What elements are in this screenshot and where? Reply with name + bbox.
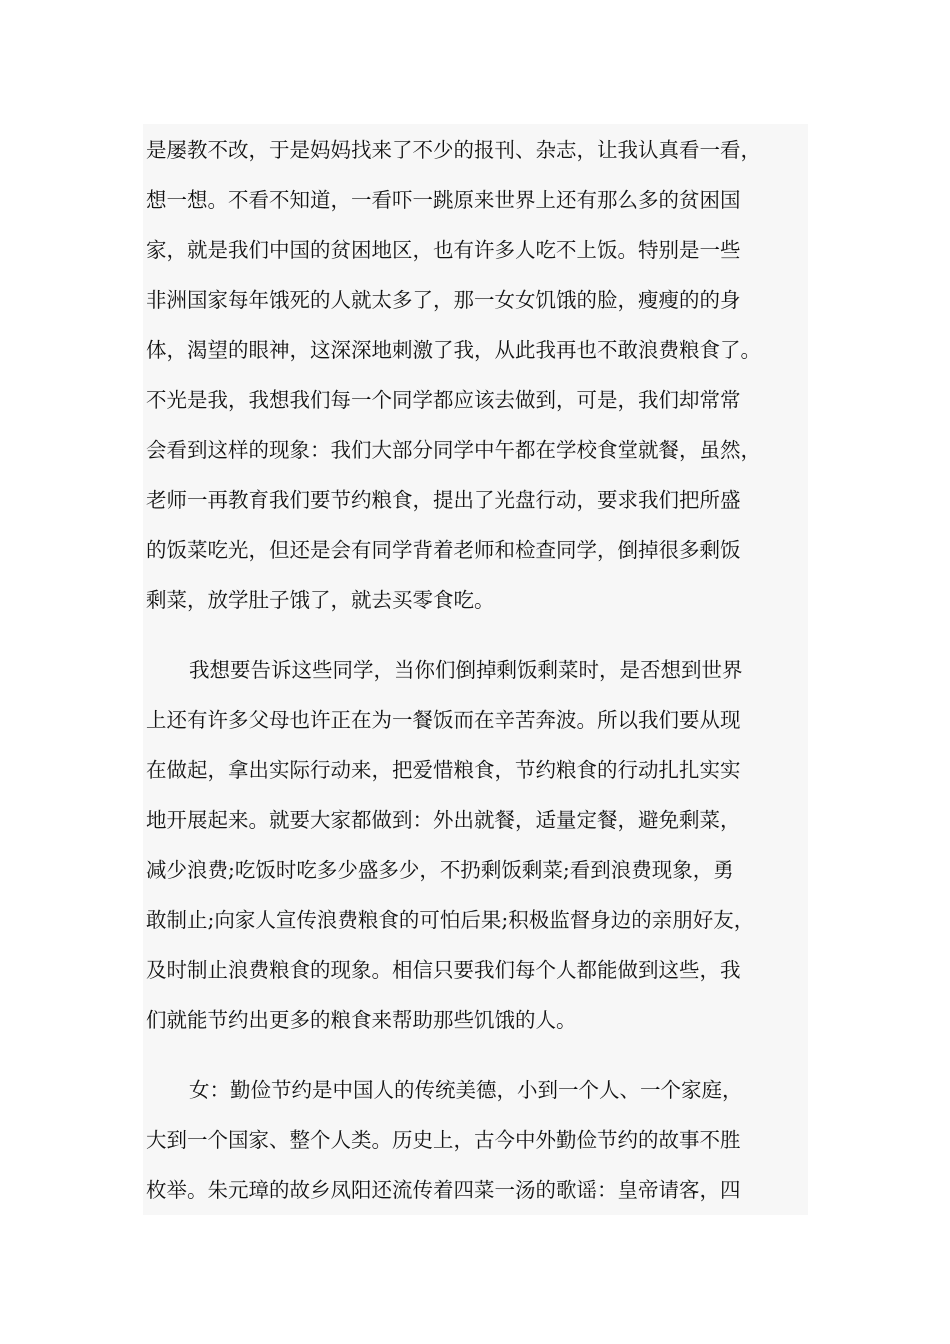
paragraph-2-line: 我想要告诉这些同学，当你们倒掉剩饭剩菜时，是否想到世界 [189,658,743,682]
paragraph-2-line: 们就能节约出更多的粮食来帮助那些饥饿的人。 [146,1008,577,1032]
paragraph-2-line: 敢制止;向家人宣传浪费粮食的可怕后果;积极监督身边的亲朋好友， [146,908,755,932]
paragraph-2-line: 减少浪费;吃饭时吃多少盛多少，不扔剩饭剩菜;看到浪费现象，勇 [146,858,734,882]
paragraph-2-line: 在做起，拿出实际行动来，把爱惜粮食，节约粮食的行动扎扎实实 [146,758,741,782]
paragraph-2-line: 及时制止浪费粮食的现象。相信只要我们每个人都能做到这些，我 [146,958,741,982]
paragraph-3-line: 枚举。朱元璋的故乡凤阳还流传着四菜一汤的歌谣：皇帝请客，四 [146,1178,741,1202]
paragraph-2-line: 地开展起来。就要大家都做到：外出就餐，适量定餐，避免剩菜， [146,808,741,832]
paragraph-1-line: 体，渴望的眼神，这深深地刺激了我，从此我再也不敢浪费粮食了。 [146,338,761,362]
paragraph-3-line: 女：勤俭节约是中国人的传统美德，小到一个人、一个家庭， [189,1078,743,1102]
paragraph-1-line: 家，就是我们中国的贫困地区，也有许多人吃不上饭。特别是一些 [146,238,741,262]
paragraph-1-line: 会看到这样的现象：我们大部分同学中午都在学校食堂就餐，虽然， [146,438,761,462]
paragraph-1-line: 非洲国家每年饿死的人就太多了，那一女女饥饿的脸，瘦瘦的的身 [146,288,741,312]
paragraph-1-line: 不光是我，我想我们每一个同学都应该去做到，可是，我们却常常 [146,388,741,412]
paragraph-1-line: 是屡教不改，于是妈妈找来了不少的报刊、杂志，让我认真看一看， [146,138,761,162]
paragraph-1-line: 剩菜，放学肚子饿了，就去买零食吃。 [146,588,495,612]
paragraph-1-line: 的饭菜吃光，但还是会有同学背着老师和检查同学，倒掉很多剩饭 [146,538,741,562]
paragraph-3-line: 大到一个国家、整个人类。历史上，古今中外勤俭节约的故事不胜 [146,1128,741,1152]
paragraph-1-line: 想一想。不看不知道，一看吓一跳原来世界上还有那么多的贫困国 [146,188,741,212]
paragraph-2-line: 上还有许多父母也许正在为一餐饭而在辛苦奔波。所以我们要从现 [146,708,741,732]
paragraph-1-line: 老师一再教育我们要节约粮食，提出了光盘行动，要求我们把所盛 [146,488,741,512]
